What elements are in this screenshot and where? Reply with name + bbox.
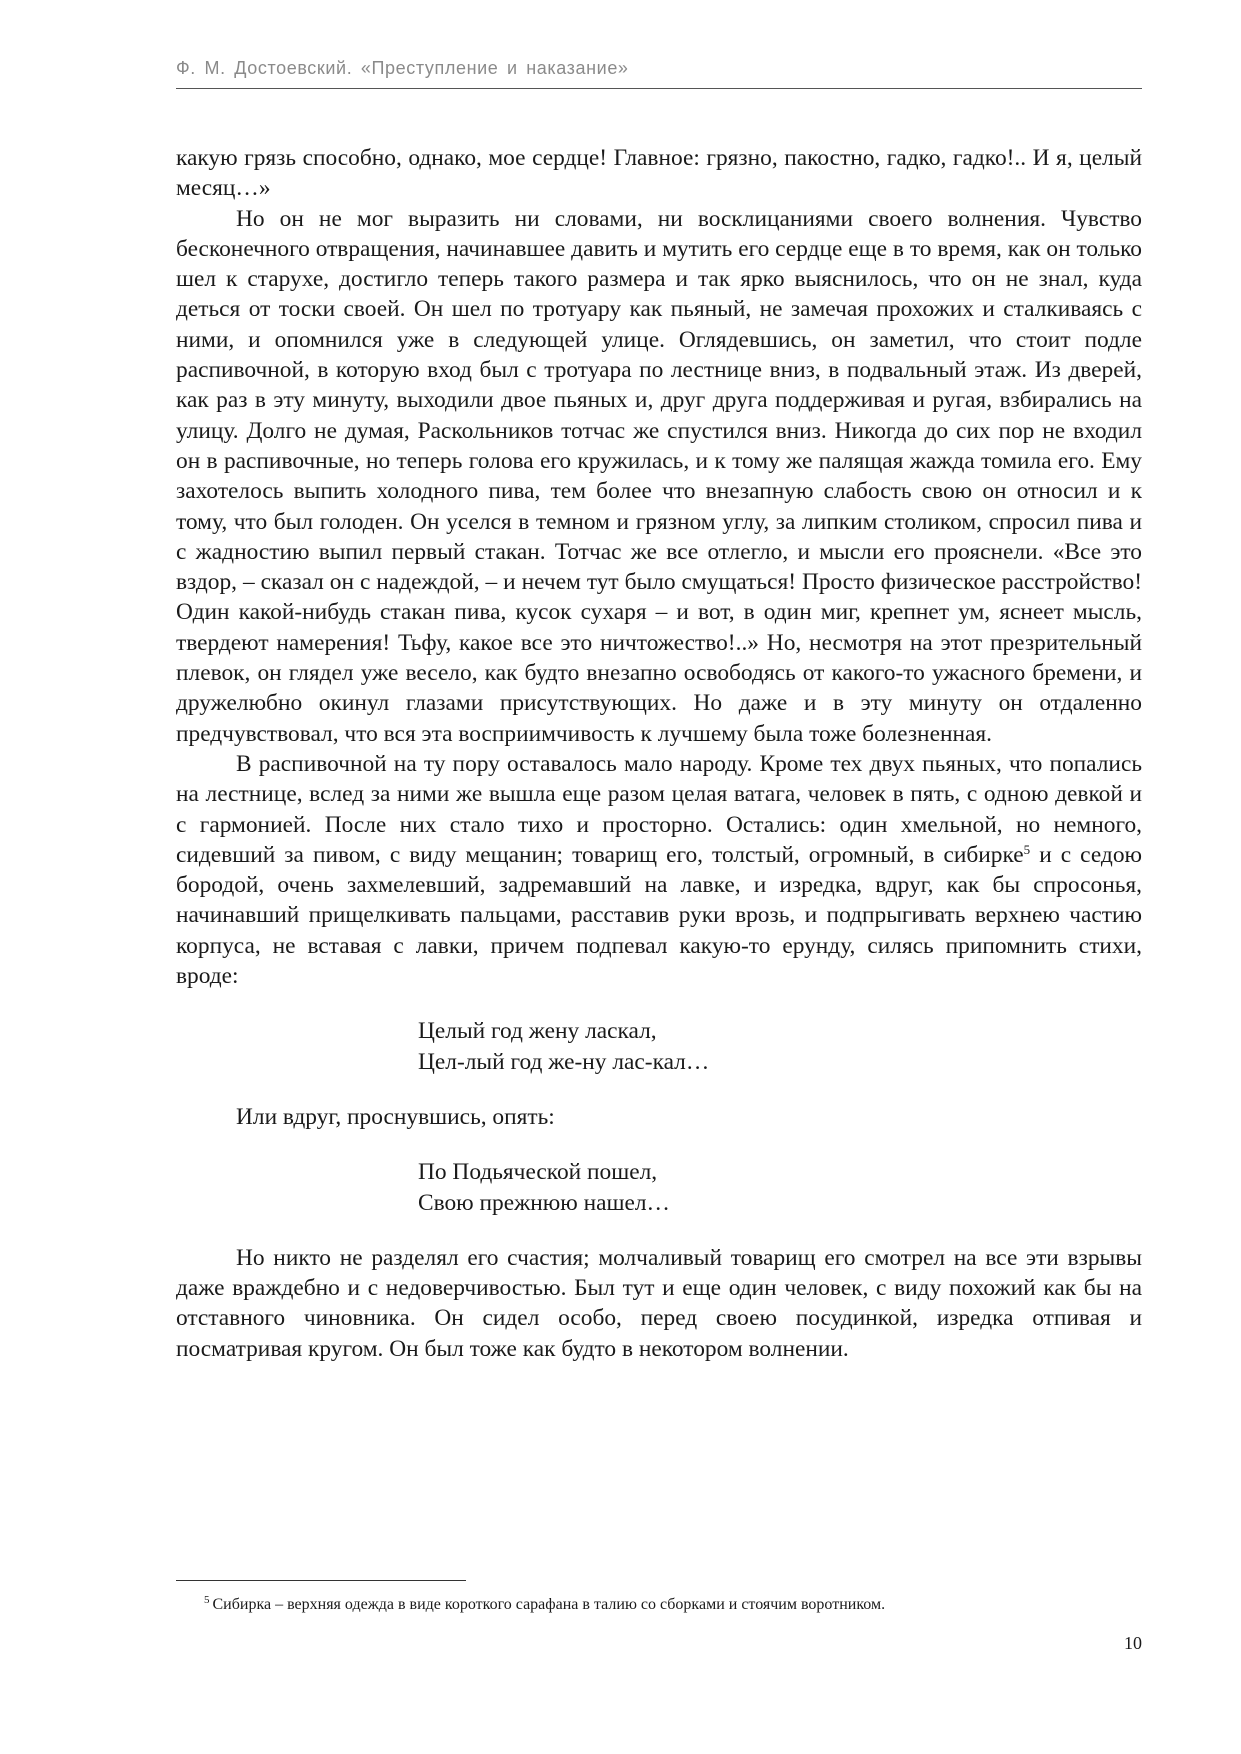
page-number: 10	[1124, 1633, 1142, 1653]
paragraph-with-note	[176, 749, 1142, 991]
footnote	[204, 1594, 1142, 1616]
footnote-text: Сибирка – верхняя одежда в виде короткого сарафана в талию со сборками и стоячим воротником.	[212, 1596, 886, 1613]
footnote-mark: 5	[204, 1594, 210, 1606]
verse-line: По Подьяческой пошел,	[418, 1159, 658, 1186]
paragraph: Но никто не разделял его счастия; молчаливый товарищ его смотрел на все эти взрывы даже враждебно и с недоверчивостью. Был тут и еще один человек, с виду похожий как бы на отставного чиновника. Он сидел особо, перед своею посудинкой, изредка отпивая и посматривая кругом. Он был тоже как будто в некотором волнении.	[176, 1244, 1142, 1362]
paragraph-text: и с седою бородой, очень захмелевший, задремавший на лавке, и изредка, вдруг, как бы спросонья, начинавший прищелкивать пальцами, расставив руки врозь, и подпрыгивать верхнею частию корпуса, не вставая с лавки, причем подпевал какую-то ерунду, силясь припомнить стихи, вроде:	[176, 841, 1142, 990]
verse-block	[418, 1016, 1142, 1077]
footnote-reference[interactable]: 5	[1023, 841, 1031, 857]
verse-line: Цел-лый год же-ну лас-кал…	[418, 1048, 710, 1075]
paragraph-text: В распивочной на ту пору оставалось мало народу. Кроме тех двух пьяных, что попались на лестнице, вслед за ними же вышла еще разом целая ватага, человек в пять, с одною девкой и с гармонией. После них стало тихо и просторно. Остались: один хмельной, но немного, сидевший за пивом, с виду мещанин; товарищ его, толстый, огромный, в сибирке	[176, 750, 1142, 868]
paragraph: Или вдруг, проснувшись, опять:	[236, 1103, 555, 1130]
running-header: Ф. М. Достоевский. «Преступление и наказание»	[176, 58, 629, 78]
verse-block	[418, 1157, 1142, 1218]
paragraph-continuation: какую грязь способно, однако, мое сердце! Главное: грязно, пакостно, гадко, гадко!.. И я, целый месяц…»	[176, 145, 1142, 202]
verse-line: Свою прежнюю нашел…	[418, 1189, 670, 1216]
footnote-rule	[176, 1580, 466, 1581]
verse-line: Целый год жену ласкал,	[418, 1018, 657, 1045]
header-rule	[176, 88, 1142, 89]
paragraph: Но он не мог выразить ни словами, ни восклицаниями своего волнения. Чувство бесконечного отвращения, начинавшее давить и мутить его сердце еще в то время, как он только шел к старухе, достигло теперь такого размера и так ярко выяснилось, что он не знал, куда деться от тоски своей. Он шел по тротуару как пьяный, не замечая прохожих и сталкиваясь с ними, и опомнился уже в следующей улице. Оглядевшись, он заметил, что стоит подле распивочной, в которую вход был с тротуара по лестнице вниз, в подвальный этаж. Из дверей, как раз в эту минуту, выходили двое пьяных и, друг друга поддерживая и ругая, взбирались на улицу. Долго не думая, Раскольников тотчас же спустился вниз. Никогда до сих пор не входил он в распивочные, но теперь голова его кружилась, и к тому же палящая жажда томила его. Ему захотелось выпить холодного пива, тем более что внезапную слабость свою он относил и к тому, что был голоден. Он уселся в темном и грязном углу, за липким столиком, спросил пива и с жадностию выпил первый стакан. Тотчас же все отлегло, и мысли его прояснели. «Все это вздор, – сказал он с надеждой, – и нечем тут было смущаться! Просто физическое расстройство! Один какой-нибудь стакан пива, кусок сухаря – и вот, в один миг, крепнет ум, яснеет мысль, твердеют намерения! Тьфу, какое все это ничтожество!..» Но, несмотря на этот презрительный плевок, он глядел уже весело, как будто внезапно освободясь от какого-то ужасного бремени, и дружелюбно окинул глазами присутствующих. Но даже и в эту минуту он отдаленно предчувствовал, что вся эта восприимчивость к лучшему была тоже болезненная.	[176, 205, 1142, 747]
main-text	[176, 143, 1142, 1364]
